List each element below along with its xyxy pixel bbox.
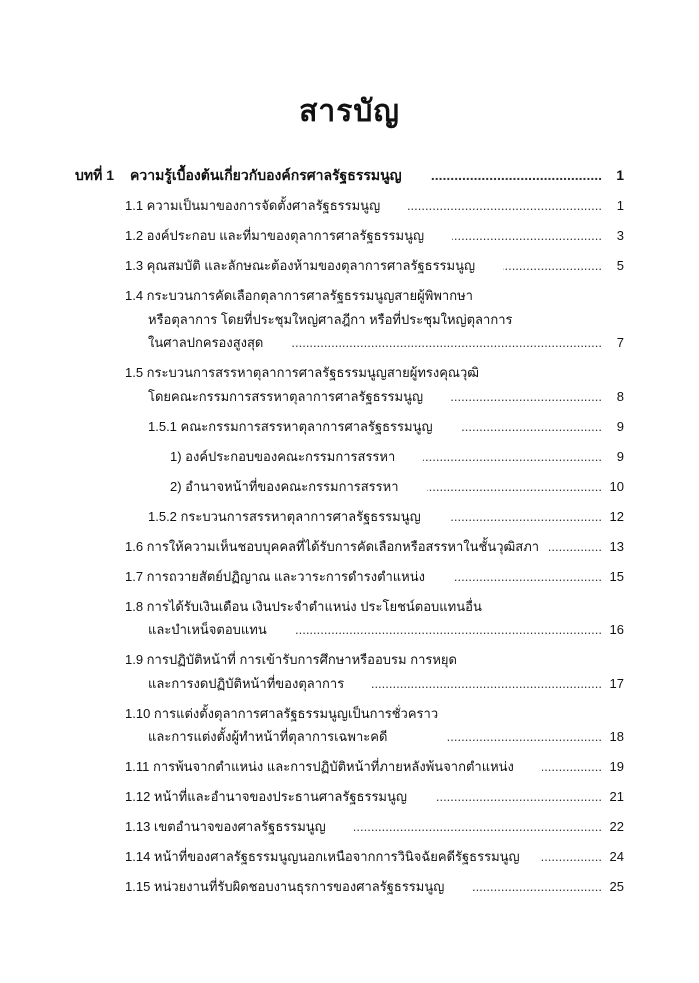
dot-leader bbox=[291, 331, 602, 355]
entry-title-continued: และบำเหน็จตอบแทน bbox=[148, 622, 267, 637]
dot-leader bbox=[427, 475, 602, 499]
entry-title: 1.13 เขตอำนาจของศาลรัฐธรรมนูญ bbox=[125, 819, 326, 834]
dot-leader bbox=[452, 224, 602, 248]
dot-leader bbox=[540, 845, 602, 869]
entry-title: 1.12 หน้าที่และอำนาจของประธานศาลรัฐธรรมนูญ bbox=[125, 789, 407, 804]
dot-leader bbox=[423, 445, 602, 469]
entry-title: 1.5 กระบวนการสรรหาตุลาการศาลรัฐธรรมนูญสายผู้ทรงคุณวุฒิ bbox=[125, 365, 480, 380]
page-number: 13 bbox=[609, 538, 624, 554]
page-number: 1 bbox=[616, 198, 624, 213]
page-number: 9 bbox=[616, 418, 624, 434]
entry-title-continued: และการแต่งตั้งผู้ทำหน้าที่ตุลาการเฉพาะคดี bbox=[148, 729, 388, 744]
dot-leader bbox=[354, 815, 602, 839]
toc-entry-1-3[interactable] bbox=[0, 254, 699, 278]
entry-title: 1.4 กระบวนการคัดเลือกตุลาการศาลรัฐธรรมนูญสายผู้พิพากษา bbox=[125, 288, 473, 303]
dot-leader bbox=[435, 785, 602, 809]
entry-title: 1) องค์ประกอบของคณะกรรมการสรรหา bbox=[170, 448, 396, 464]
toc-entry-1-9[interactable] bbox=[0, 648, 699, 695]
entry-title-continued: หรือตุลาการ โดยที่ประชุมใหญ่ศาลฎีกา หรือที่ประชุมใหญ่ตุลาการ bbox=[148, 311, 513, 327]
page-number: 5 bbox=[616, 258, 624, 273]
toc-entry-1-4[interactable] bbox=[0, 284, 699, 355]
entry-title: 1.10 การแต่งตั้งตุลาการศาลรัฐธรรมนูญเป็นการชั่วคราว bbox=[125, 705, 439, 721]
toc-entry-1-5-1-2[interactable] bbox=[0, 475, 699, 499]
entry-title: 1.2 องค์ประกอบ และที่มาของตุลาการศาลรัฐธรรมนูญ bbox=[125, 228, 425, 243]
dot-leader bbox=[295, 618, 602, 642]
page-number: 18 bbox=[609, 729, 624, 744]
toc-entry-1-8[interactable] bbox=[0, 595, 699, 642]
entry-title: 1.6 การให้ความเห็นชอบบุคคลที่ได้รับการคัดเลือกหรือสรรหาในชั้นวุฒิสภา bbox=[125, 538, 540, 554]
dot-leader bbox=[453, 565, 602, 589]
page-number: 12 bbox=[609, 508, 624, 524]
page-number: 22 bbox=[609, 819, 624, 834]
entry-title: 1.14 หน้าที่ของศาลรัฐธรรมนูญนอกเหนือจากการวินิจฉัยคดีรัฐธรรมนูญ bbox=[125, 849, 520, 864]
entry-title: 1.3 คุณสมบัติ และลักษณะต้องห้ามของตุลาการศาลรัฐธรรมนูญ bbox=[125, 258, 476, 273]
entry-title-continued: โดยคณะกรรมการสรรหาตุลาการศาลรัฐธรรมนูญ bbox=[148, 388, 424, 404]
page-number: 1 bbox=[616, 167, 624, 183]
page-number: 17 bbox=[609, 675, 624, 691]
page-number: 24 bbox=[609, 849, 624, 864]
dot-leader bbox=[430, 164, 602, 188]
entry-title: 1.8 การได้รับเงินเดือน เงินประจำตำแหน่ง ประโยชน์ตอบแทนอื่น bbox=[125, 598, 482, 614]
toc-entry-1-12[interactable] bbox=[0, 785, 699, 809]
page-number: 8 bbox=[616, 388, 624, 404]
toc-entry-1-11[interactable] bbox=[0, 755, 699, 779]
entry-title: 1.15 หน่วยงานที่รับผิดชอบงานธุรการของศาลรัฐธรรมนูญ bbox=[125, 879, 445, 894]
page-number: 19 bbox=[609, 759, 624, 774]
dot-leader bbox=[542, 755, 602, 779]
toc-chapter-1[interactable] bbox=[0, 164, 699, 188]
page-number: 3 bbox=[616, 228, 624, 243]
entry-title-continued: ในศาลปกครองสูงสุด bbox=[148, 335, 264, 350]
dot-leader bbox=[408, 194, 602, 218]
toc-entry-1-5-1[interactable] bbox=[0, 415, 699, 439]
page-number: 16 bbox=[609, 622, 624, 637]
page-number: 25 bbox=[609, 879, 624, 894]
toc-entry-1-15[interactable] bbox=[0, 875, 699, 899]
toc-entry-1-5-2[interactable] bbox=[0, 505, 699, 529]
dot-leader bbox=[472, 875, 602, 899]
page-number: 9 bbox=[616, 448, 624, 464]
toc-entry-1-6[interactable] bbox=[0, 535, 699, 559]
toc-entry-1-13[interactable] bbox=[0, 815, 699, 839]
dot-leader bbox=[372, 672, 602, 696]
toc-entry-1-5-1-1[interactable] bbox=[0, 445, 699, 469]
entry-title: 1.1 ความเป็นมาของการจัดตั้งศาลรัฐธรรมนูญ bbox=[125, 198, 381, 213]
dot-leader bbox=[461, 415, 602, 439]
toc-entry-1-10[interactable] bbox=[0, 702, 699, 749]
page-number: 21 bbox=[609, 789, 624, 804]
chapter-title: ความรู้เบื้องต้นเกี่ยวกับองค์กรศาลรัฐธรรมนูญ bbox=[130, 167, 402, 183]
toc-entry-1-5[interactable] bbox=[0, 361, 699, 408]
entry-title: 1.9 การปฏิบัติหน้าที่ การเข้ารับการศึกษาหรืออบรม การหยุด bbox=[125, 652, 457, 667]
entry-title-continued: และการงดปฏิบัติหน้าที่ของตุลาการ bbox=[148, 675, 345, 691]
entry-title: 2) อำนาจหน้าที่ของคณะกรรมการสรรหา bbox=[170, 478, 399, 494]
toc-entry-1-7[interactable] bbox=[0, 565, 699, 589]
page-number: 10 bbox=[609, 478, 624, 494]
dot-leader bbox=[449, 505, 602, 529]
page-number: 7 bbox=[616, 335, 624, 350]
entry-title: 1.11 การพ้นจากตำแหน่ง และการปฏิบัติหน้าที่ภายหลังพ้นจากตำแหน่ง bbox=[125, 759, 514, 774]
page-title: สารบัญ bbox=[299, 95, 400, 128]
dot-leader bbox=[503, 254, 602, 278]
table-of-contents bbox=[0, 164, 699, 905]
chapter-label: บทที่ 1 bbox=[75, 167, 115, 183]
toc-entry-1-14[interactable] bbox=[0, 845, 699, 869]
toc-entry-1-1[interactable] bbox=[0, 194, 699, 218]
entry-title: 1.7 การถวายสัตย์ปฏิญาณ และวาระการดำรงตำแหน่ง bbox=[125, 568, 425, 584]
entry-title: 1.5.2 กระบวนการสรรหาตุลาการศาลรัฐธรรมนูญ bbox=[148, 508, 421, 524]
toc-entry-1-2[interactable] bbox=[0, 224, 699, 248]
dot-leader bbox=[447, 725, 602, 749]
entry-title: 1.5.1 คณะกรรมการสรรหาตุลาการศาลรัฐธรรมนูญ bbox=[148, 418, 433, 434]
page-number: 15 bbox=[609, 568, 624, 584]
dot-leader bbox=[549, 535, 602, 559]
dot-leader bbox=[451, 385, 602, 409]
